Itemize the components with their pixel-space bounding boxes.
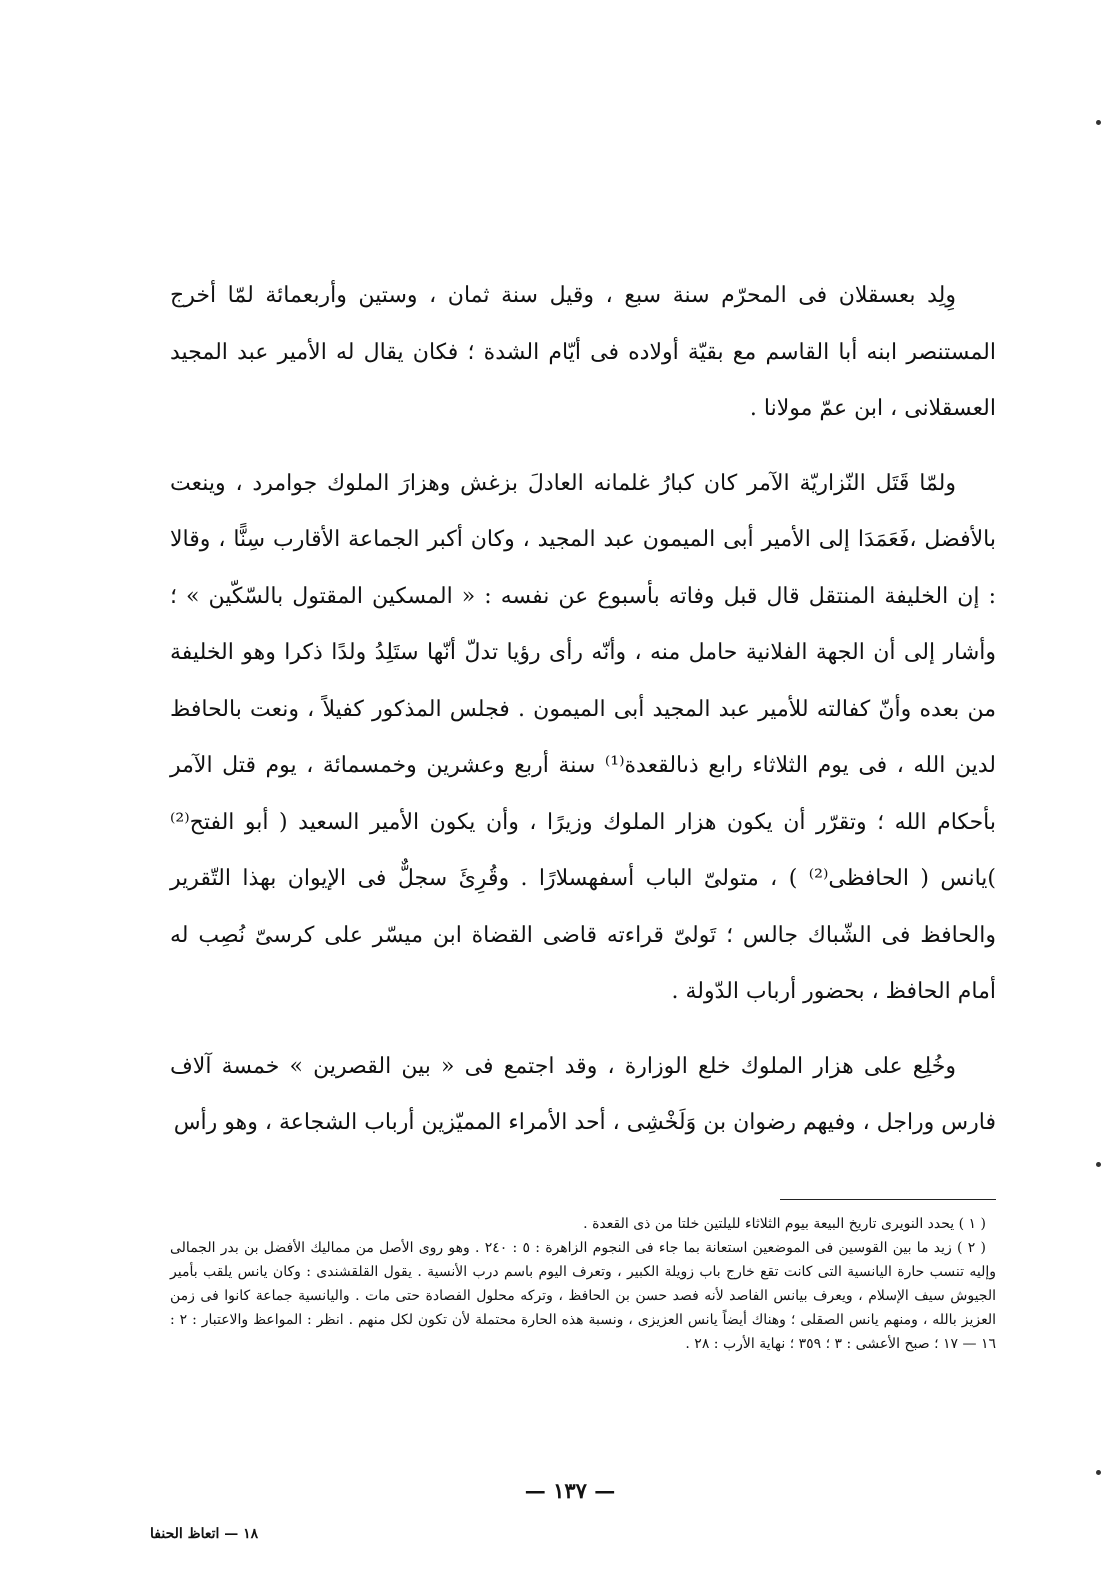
main-text — [170, 268, 996, 1152]
paragraph: وخُلِع على هزار الملوك خلع الوزارة ، وقد اجتمع فى « بين القصرين » خمسة آلاف فارس وراجل ، وفيهم رضوان بن وَلَخْشِى ، أحد الأمراء المميّزين أرباب الشجاعة ، وهو رأس — [170, 1053, 996, 1135]
footnote: ( ٢ ) زيد ما بين القوسين فى الموضعين استعانة بما جاء فى النجوم الزاهرة : ٥ : ٢٤٠ . وهو روى الأصل من مماليك الأفضل بن بدر الجمالى وإليه تنسب حارة اليانسية التى كانت تقع خارج باب زويلة الكبير ، وتعرف اليوم باسم درب الأنسية . يقول القلقشندى : وكان يانس يلقب بأمير الجيوش سيف الإسلام ، ويعرف بيانس الفاصد لأنه فصد حسن بن الحافظ ، وتركه محلول الفصادة حتى مات . واليانسية جماعة كانوا فى زمن العزيز بالله ، ومنهم يانس الصقلى ؛ وهناك أيضاً يانس العزيزى ، ونسبة هذه الحارة محتملة لأن تكون لكل منهم . انظر : المواعظ والاعتبار : ٢ : ١٦ — ١٧ ؛ صبح الأعشى : ٣ ؛ ٣٥٩ ؛ نهاية الأرب : ٢٨ . — [170, 1240, 996, 1352]
edge-mark — [1096, 1162, 1101, 1167]
footnote: ( ١ ) يحدد النويرى تاريخ البيعة بيوم الثلاثاء لليلتين خلتا من ذى القعدة . — [583, 1216, 986, 1232]
edge-mark — [1096, 120, 1101, 125]
paragraph: ولمّا قَتَل النّزاريّة الآمر كان كبارُ غلمانه العادلَ بزغش وهزارَ الملوك جوامرد ، وينعت بالأفضل ،فَعَمَدَا إلى الأمير أبى الميمون عبد المجيد ، وكان أكبر الجماعة الأقارب سِنًّا ، وقالا : إن الخليفة المنتقل قال قبل وفاته بأسبوع عن نفسه : « المسكين المقتول بالسّكّين » ؛ وأشار إلى أن الجهة الفلانية حامل منه ، وأنّه رأى رؤيا تدلّ أنّها ستَلِدُ ولدًا ذكرا وهو الخليفة من بعده وأنّ كفالته للأمير عبد المجيد أبى الميمون . فجلس المذكور كفيلاً ، ونعت بالحافظ لدين الله ، فى يوم الثلاثاء رابع ذىالقعدة⁽¹⁾ سنة أربع وعشرين وخمسمائة ، يوم قتل الآمر بأحكام الله ؛ وتقرّر أن يكون هزار الملوك وزيرًا ، وأن يكون الأمير السعيد ( أبو الفتح⁽²⁾ )يانس ( الحافظى⁽²⁾ ) ، متولىّ الباب أسفهسلارًا . وقُرِئَ سجلٌّ فى الإيوان بهذا التّقرير والحافظ فى الشّباك جالس ؛ تَولىّ قراءته قاضى القضاة ابن ميسّر على كرسىّ نُصِب له أمام الحافظ ، بحضور أرباب الدّولة . — [170, 470, 996, 1004]
footnotes — [170, 1212, 996, 1356]
signature-line: ١٨ — اتعاظ الحنفا — [150, 1526, 259, 1542]
edge-mark — [1096, 1470, 1101, 1475]
paragraph: وِلِد بعسقلان فى المحرّم سنة سبع ، وقيل سنة ثمان ، وستين وأربعمائة لمّا أخرج المستنصر ابنه أبا القاسم مع بقيّة أولاده فى أيّام الشدة ؛ فكان يقال له الأمير عبد المجيد العسقلانى ، ابن عمّ مولانا . — [170, 283, 996, 421]
page-number: — ١٣٧ — — [524, 1478, 616, 1503]
footnote-separator — [780, 1199, 996, 1200]
